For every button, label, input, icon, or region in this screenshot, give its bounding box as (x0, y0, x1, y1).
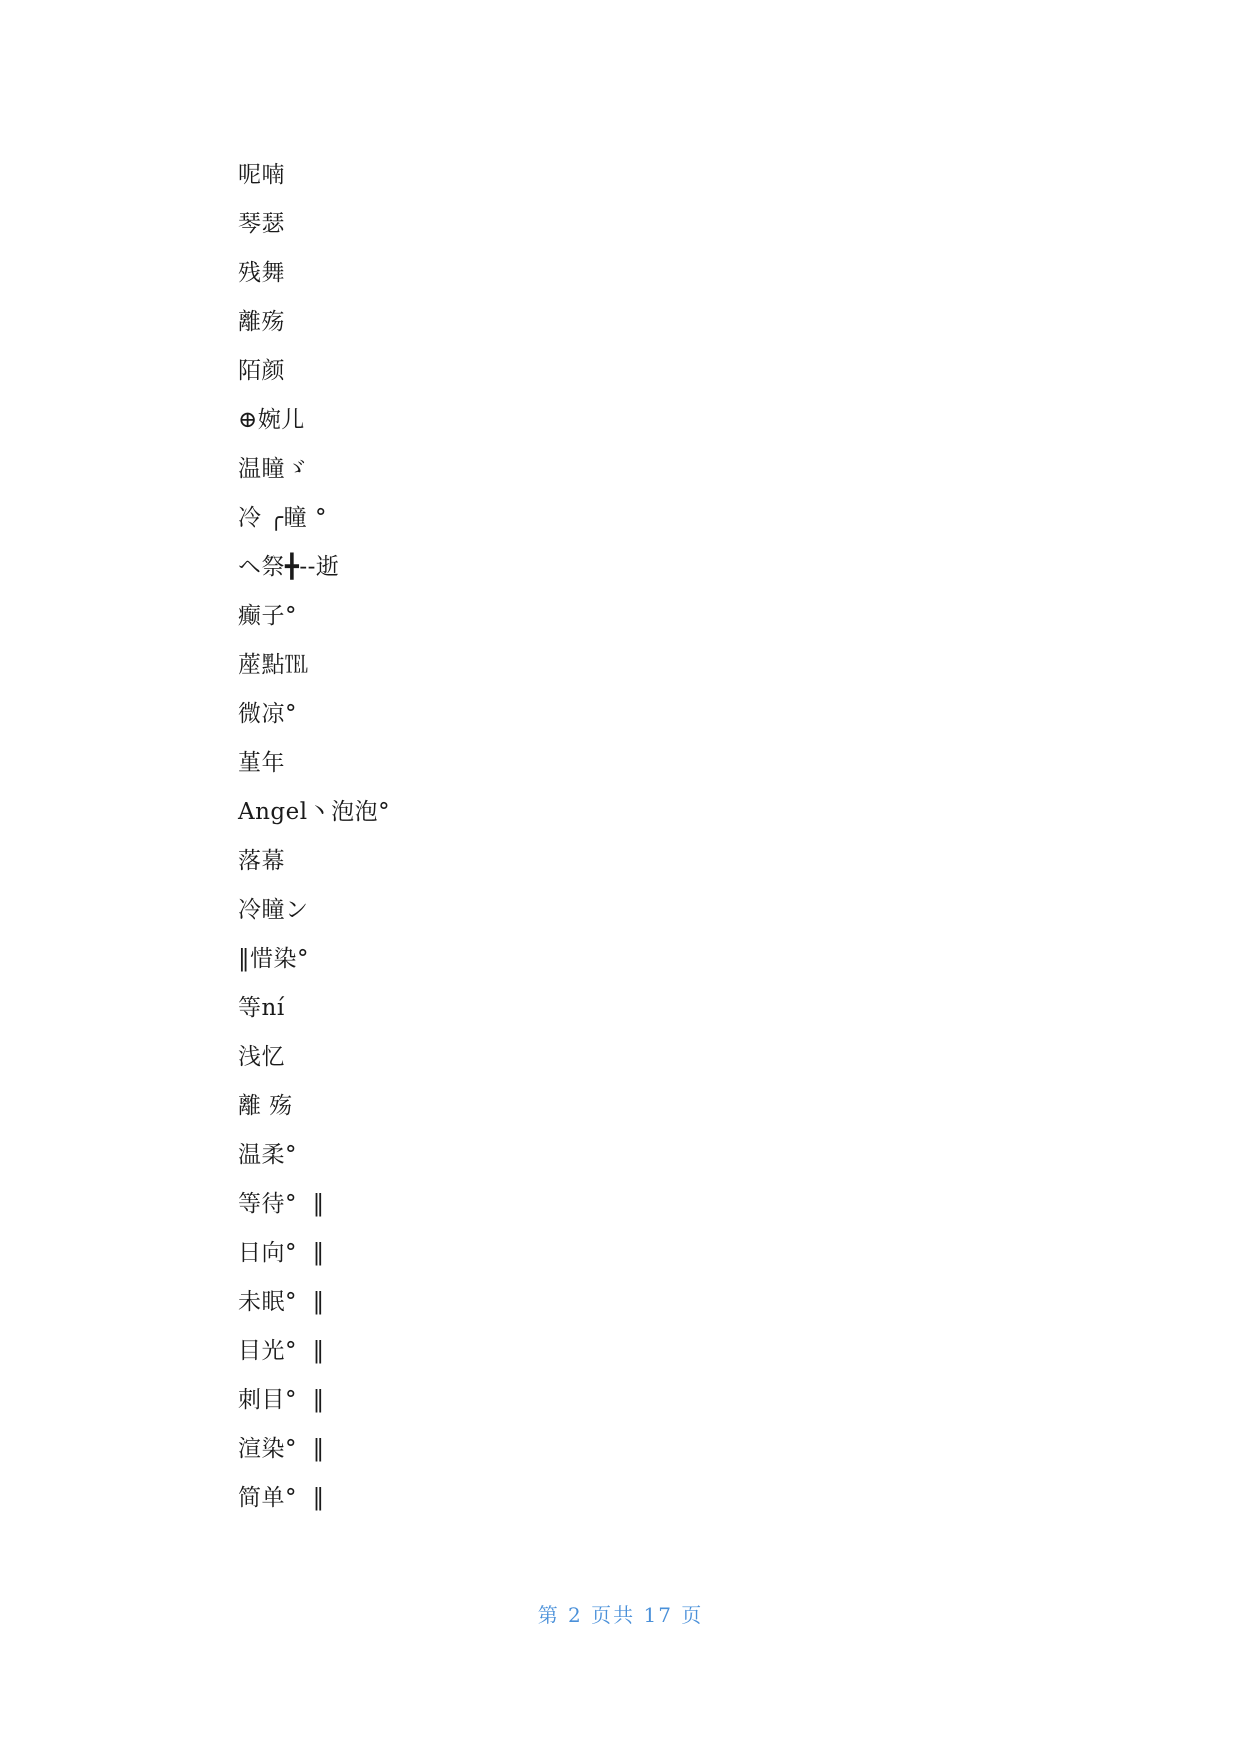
text-lines (238, 155, 390, 1527)
text-line: 等ní (238, 995, 285, 1021)
text-line: ‖惜染° (238, 946, 309, 972)
text-line: ヘ祭╋--逝 (238, 554, 340, 580)
text-line: 琴瑟 (238, 211, 285, 237)
text-line: 温柔° (238, 1142, 297, 1168)
text-line: ⊕婉儿 (238, 407, 305, 433)
text-line: 呢喃 (238, 162, 285, 188)
text-line: 目光° ‖ (238, 1338, 325, 1364)
text-line: 渲染° ‖ (238, 1436, 325, 1462)
text-line: 微凉° (238, 701, 297, 727)
text-line: 落幕 (238, 848, 285, 874)
text-line: Angel丶泡泡° (238, 799, 391, 825)
text-line: 離殇 (238, 309, 285, 335)
text-line: 浅忆 (238, 1044, 285, 1070)
text-line: 堇年 (238, 750, 285, 776)
text-line: 日向° ‖ (238, 1240, 325, 1266)
text-line: 蓙點℡ (238, 652, 309, 678)
page-number-footer: 第 2 页共 17 页 (537, 1603, 704, 1627)
text-line: 未眠° ‖ (238, 1289, 325, 1315)
text-line: 癫子° (238, 603, 297, 629)
text-line: 刺目° ‖ (238, 1387, 325, 1413)
text-line: 冷瞳ン (238, 897, 309, 923)
text-line: 温瞳ゞ (238, 456, 309, 482)
text-line: 冷 ╭瞳 ° (238, 505, 327, 531)
text-line: 等待° ‖ (238, 1191, 325, 1217)
text-line: 简单° ‖ (238, 1485, 325, 1511)
text-line: 離 殇 (238, 1093, 293, 1119)
text-line: 残舞 (238, 260, 285, 286)
text-line: 陌颜 (238, 358, 285, 384)
